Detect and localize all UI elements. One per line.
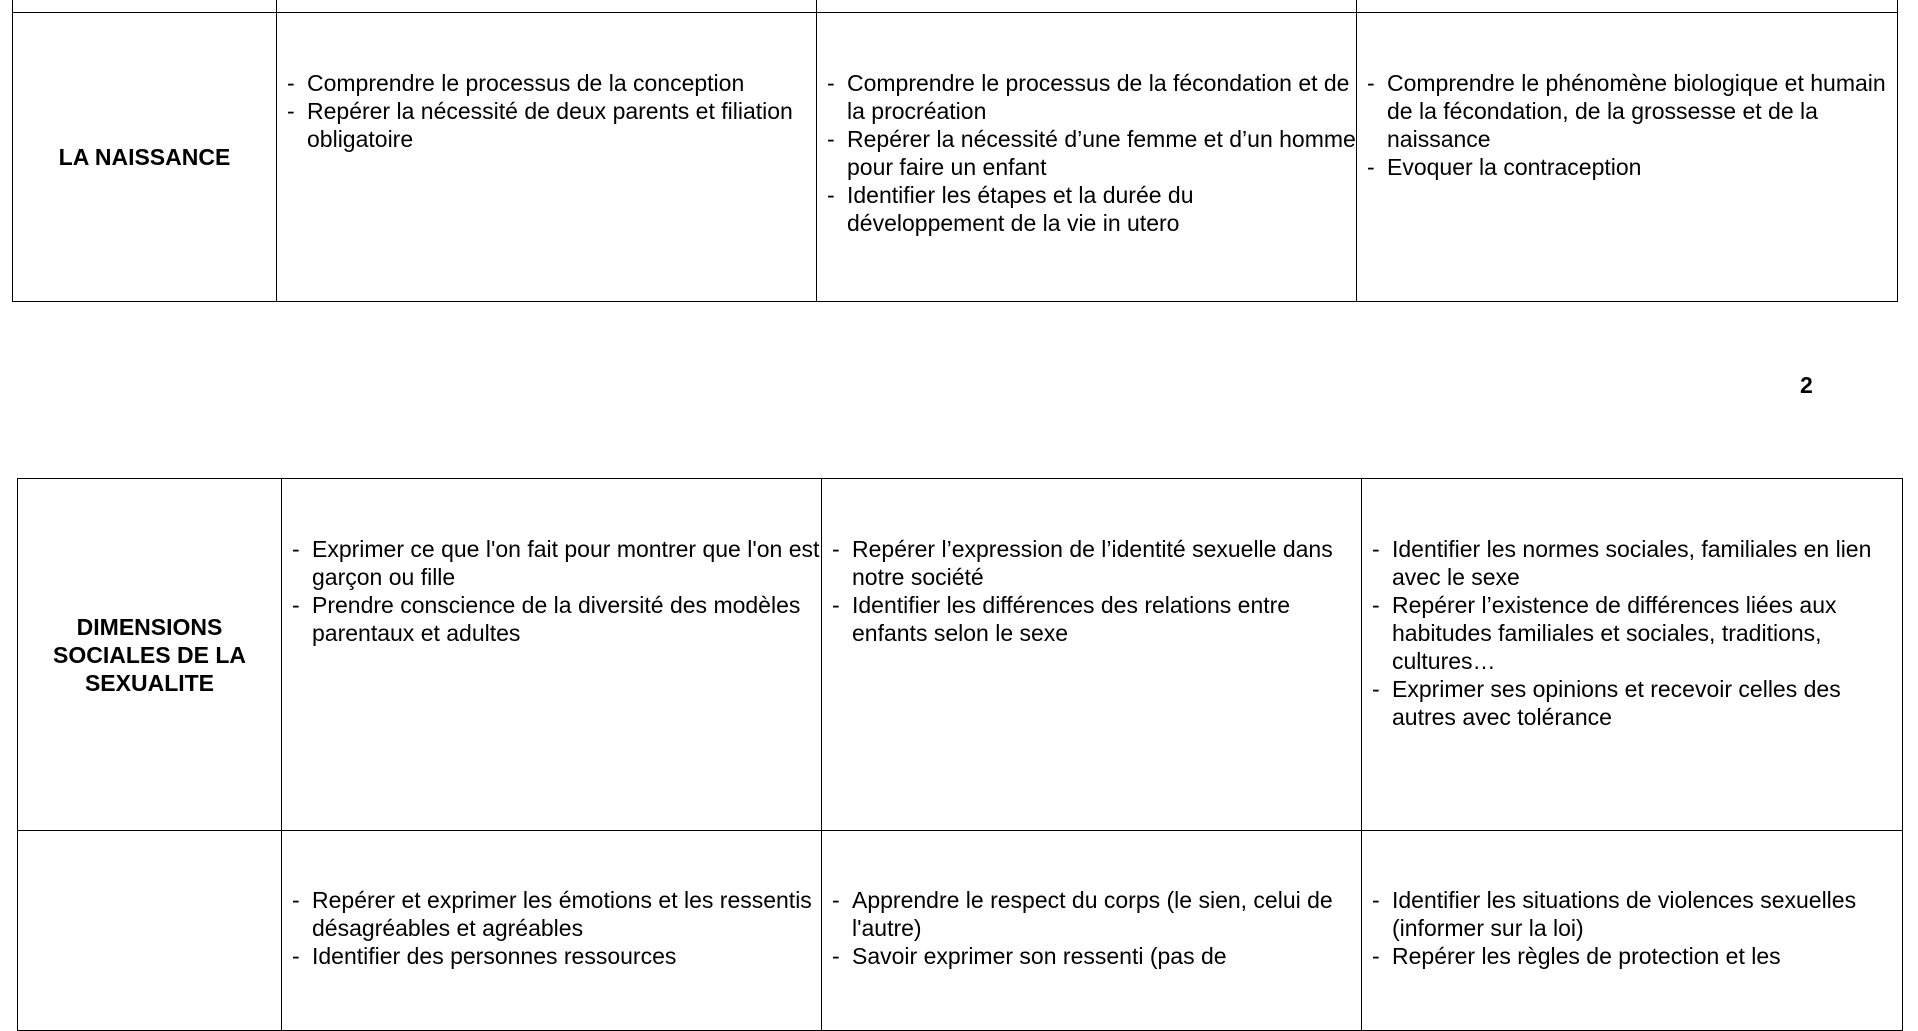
objective-item: - Comprendre le processus de la fécondation et de la procréation (817, 69, 1356, 125)
row-heading: DIMENSIONS SOCIALES DE LA SEXUALITE (18, 479, 282, 831)
cycle-cell (817, 0, 1357, 13)
curriculum-table-top (12, 0, 1898, 302)
cycle-cell (277, 0, 817, 13)
objective-item: - Repérer la nécessité de deux parents et filiation obligatoire (277, 97, 816, 153)
objective-list (822, 886, 1361, 970)
objective-item: - Identifier les étapes et la durée du développement de la vie in utero (817, 181, 1356, 237)
objective-list (1362, 535, 1902, 731)
cycle-cell (277, 13, 817, 302)
objective-item: - Repérer et exprimer les émotions et les ressentis désagréables et agréables (282, 886, 821, 942)
cycle-cell (282, 831, 822, 1031)
table-row-partial (13, 0, 1898, 13)
row-heading: LA NAISSANCE (13, 13, 277, 302)
row-heading (13, 0, 277, 13)
cycle-cell (1362, 831, 1903, 1031)
cycle-cell (1362, 479, 1903, 831)
cycle-cell (1357, 13, 1898, 302)
objective-list (822, 535, 1361, 647)
objective-item: - Identifier les normes sociales, familiales en lien avec le sexe (1362, 535, 1902, 591)
objective-item: - Comprendre le processus de la conception (277, 69, 816, 97)
row-heading (18, 831, 282, 1031)
cycle-cell (1357, 0, 1898, 13)
page-number: 2 (1800, 372, 1813, 398)
objective-item: - Comprendre le phénomène biologique et humain de la fécondation, de la grossesse et de la naissance (1357, 69, 1897, 153)
table-row-partial (18, 831, 1903, 1031)
objective-item: - Evoquer la contraception (1357, 153, 1897, 181)
curriculum-table-bottom (17, 478, 1903, 1031)
objective-list (1357, 69, 1897, 181)
objective-item: - Repérer la nécessité d’une femme et d’un homme pour faire un enfant (817, 125, 1356, 181)
objective-item: - Repérer les règles de protection et les (1362, 942, 1902, 970)
cycle-cell (822, 831, 1362, 1031)
objective-list (1362, 886, 1902, 970)
cycle-cell (282, 479, 822, 831)
objective-item: - Savoir exprimer son ressenti (pas de (822, 942, 1361, 970)
table-row-la-naissance (13, 13, 1898, 302)
objective-item: - Prendre conscience de la diversité des modèles parentaux et adultes (282, 591, 821, 647)
objective-item: - Repérer l’existence de différences liées aux habitudes familiales et sociales, traditions, cultures… (1362, 591, 1902, 675)
objective-list (282, 535, 821, 647)
objective-item: - Apprendre le respect du corps (le sien, celui de l'autre) (822, 886, 1361, 942)
objective-list (277, 69, 816, 153)
objective-list (817, 69, 1356, 237)
objective-item: - Repérer l’expression de l’identité sexuelle dans notre société (822, 535, 1361, 591)
objective-list (282, 886, 821, 970)
objective-item: - Identifier les situations de violences sexuelles (informer sur la loi) (1362, 886, 1902, 942)
objective-item: - Identifier des personnes ressources (282, 942, 821, 970)
objective-item: - Identifier les différences des relations entre enfants selon le sexe (822, 591, 1361, 647)
objective-item: - Exprimer ce que l'on fait pour montrer que l'on est garçon ou fille (282, 535, 821, 591)
cycle-cell (822, 479, 1362, 831)
table-row-dimensions-sociales (18, 479, 1903, 831)
cycle-cell (817, 13, 1357, 302)
objective-item: - Exprimer ses opinions et recevoir celles des autres avec tolérance (1362, 675, 1902, 731)
